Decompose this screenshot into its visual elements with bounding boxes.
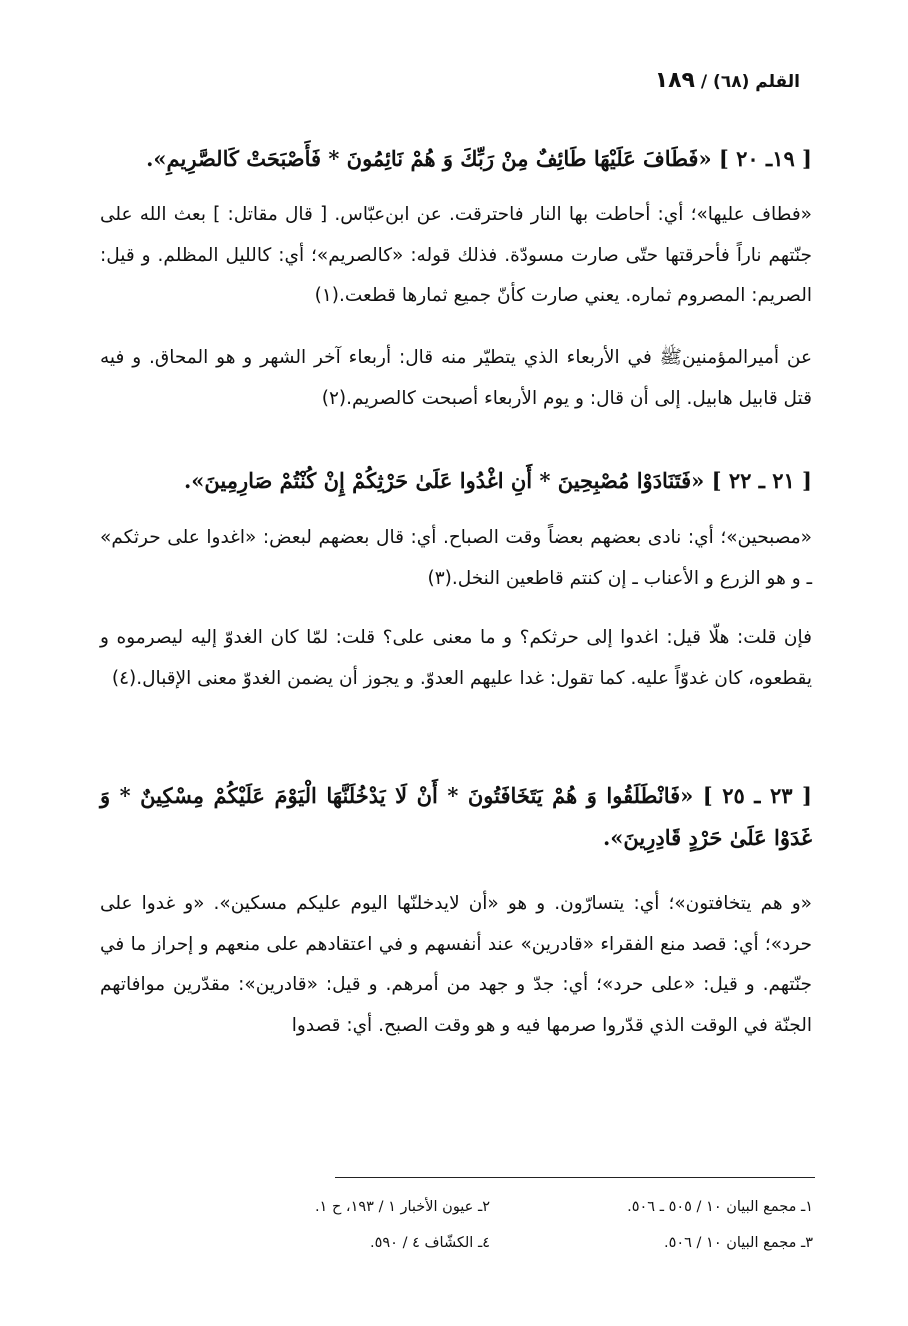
commentary-paragraph: عن أميرالمؤمنين‌ﷺ في الأربعاء الذي يتطيّر منه قال: أربعاء آخر الشهر و هو المحاق. و فيه قتل قابيل هابيل. إلى أن قال: و يوم الأربعاء أصبحت كالصريم.(٢) — [100, 347, 812, 409]
verse-heading-21-22: [ ٢١ ـ ٢٢ ] «فَتَنَادَوْا مُصْبِحِينَ * أَنِ اغْدُوا عَلَىٰ حَرْثِكُمْ إِنْ كُنْتُمْ صَارِمِينَ». — [183, 468, 812, 493]
footnote-divider — [335, 1177, 815, 1178]
page-number: ١٨٩ — [654, 68, 695, 93]
running-header — [100, 68, 800, 98]
verse-heading-23-25: [ ٢٣ ـ ٢٥ ] «فَانْطَلَقُوا وَ هُمْ يَتَخَافَتُونَ * أَنْ لَا يَدْخُلَنَّهَا الْيَوْمَ عَلَيْكُمْ مِسْكِينٌ * وَ غَدَوْا عَلَىٰ حَرْدٍ قَادِرِينَ». — [100, 783, 812, 850]
commentary-paragraph: «فطاف عليها»؛ أي: أحاطت بها النار فاحترقت. عن ابن‌عبّاس. [ قال مقاتل: ] بعث الله على جنّتهم ناراً فأحرقتها حتّى صارت مسودّة. فذلك قوله: «كالصريم»؛ أي: كالليل المظلم. و قيل: الصريم: المصروم ثماره. يعني صارت كأنّ جميع ثمارها قطعت.(١) — [100, 204, 812, 306]
verse-heading-19-20: [ ١٩ـ ٢٠ ] «فَطَافَ عَلَيْهَا طَائِفٌ مِنْ رَبِّكَ وَ هُمْ نَائِمُونَ * فَأَصْبَحَتْ كَالصَّرِيمِ». — [146, 146, 812, 171]
header-title: القلم (٦٨) / — [700, 72, 800, 92]
footnote-4: ٤ـ الكشّاف ٤ / ٥٩٠. — [370, 1235, 490, 1251]
footnote-2: ٢ـ عيون الأخبار ١ / ١٩٣، ح ١. — [314, 1199, 490, 1215]
commentary-paragraph: «و هم يتخافتون»؛ أي: يتسارّون. و هو «أن لايدخلنّها اليوم عليكم مسكين». «و غدوا على حرد»؛ أي: قصد منع الفقراء «قادرين» عند أنفسهم و في اعتقادهم على منعهم و إحراز ما في جنّتهم. و قيل: «على حرد»؛ أي: جدّ و جهد من أمرهم. و قيل: «قادرين»: مقدّرين موافاتهم الجنّة في الوقت الذي قدّروا صرمها فيه و هو وقت الصبح. أي: قصدوا — [100, 893, 812, 1036]
footnote-1: ١ـ مجمع البيان ١٠ / ٥٠٥ ـ ٥٠٦. — [627, 1199, 813, 1215]
commentary-paragraph: فإن قلت: هلّا قيل: اغدوا إلى حرثكم؟ و ما معنى على؟ قلت: لمّا كان الغدوّ إليه ليصرموه و يقطعوه، كان غدوّاً عليه. كما تقول: غدا عليهم العدوّ. و يجوز أن يضمن الغدوّ معنى الإقبال.(٤) — [100, 627, 812, 689]
commentary-paragraph: «مصبحين»؛ أي: نادى بعضهم بعضاً وقت الصباح. أي: قال بعضهم لبعض: «اغدوا على حرثكم» ـ و هو الزرع و الأعناب ـ إن كنتم قاطعين النخل.(٣) — [100, 527, 812, 589]
footnote-3: ٣ـ مجمع البيان ١٠ / ٥٠٦. — [663, 1235, 813, 1251]
